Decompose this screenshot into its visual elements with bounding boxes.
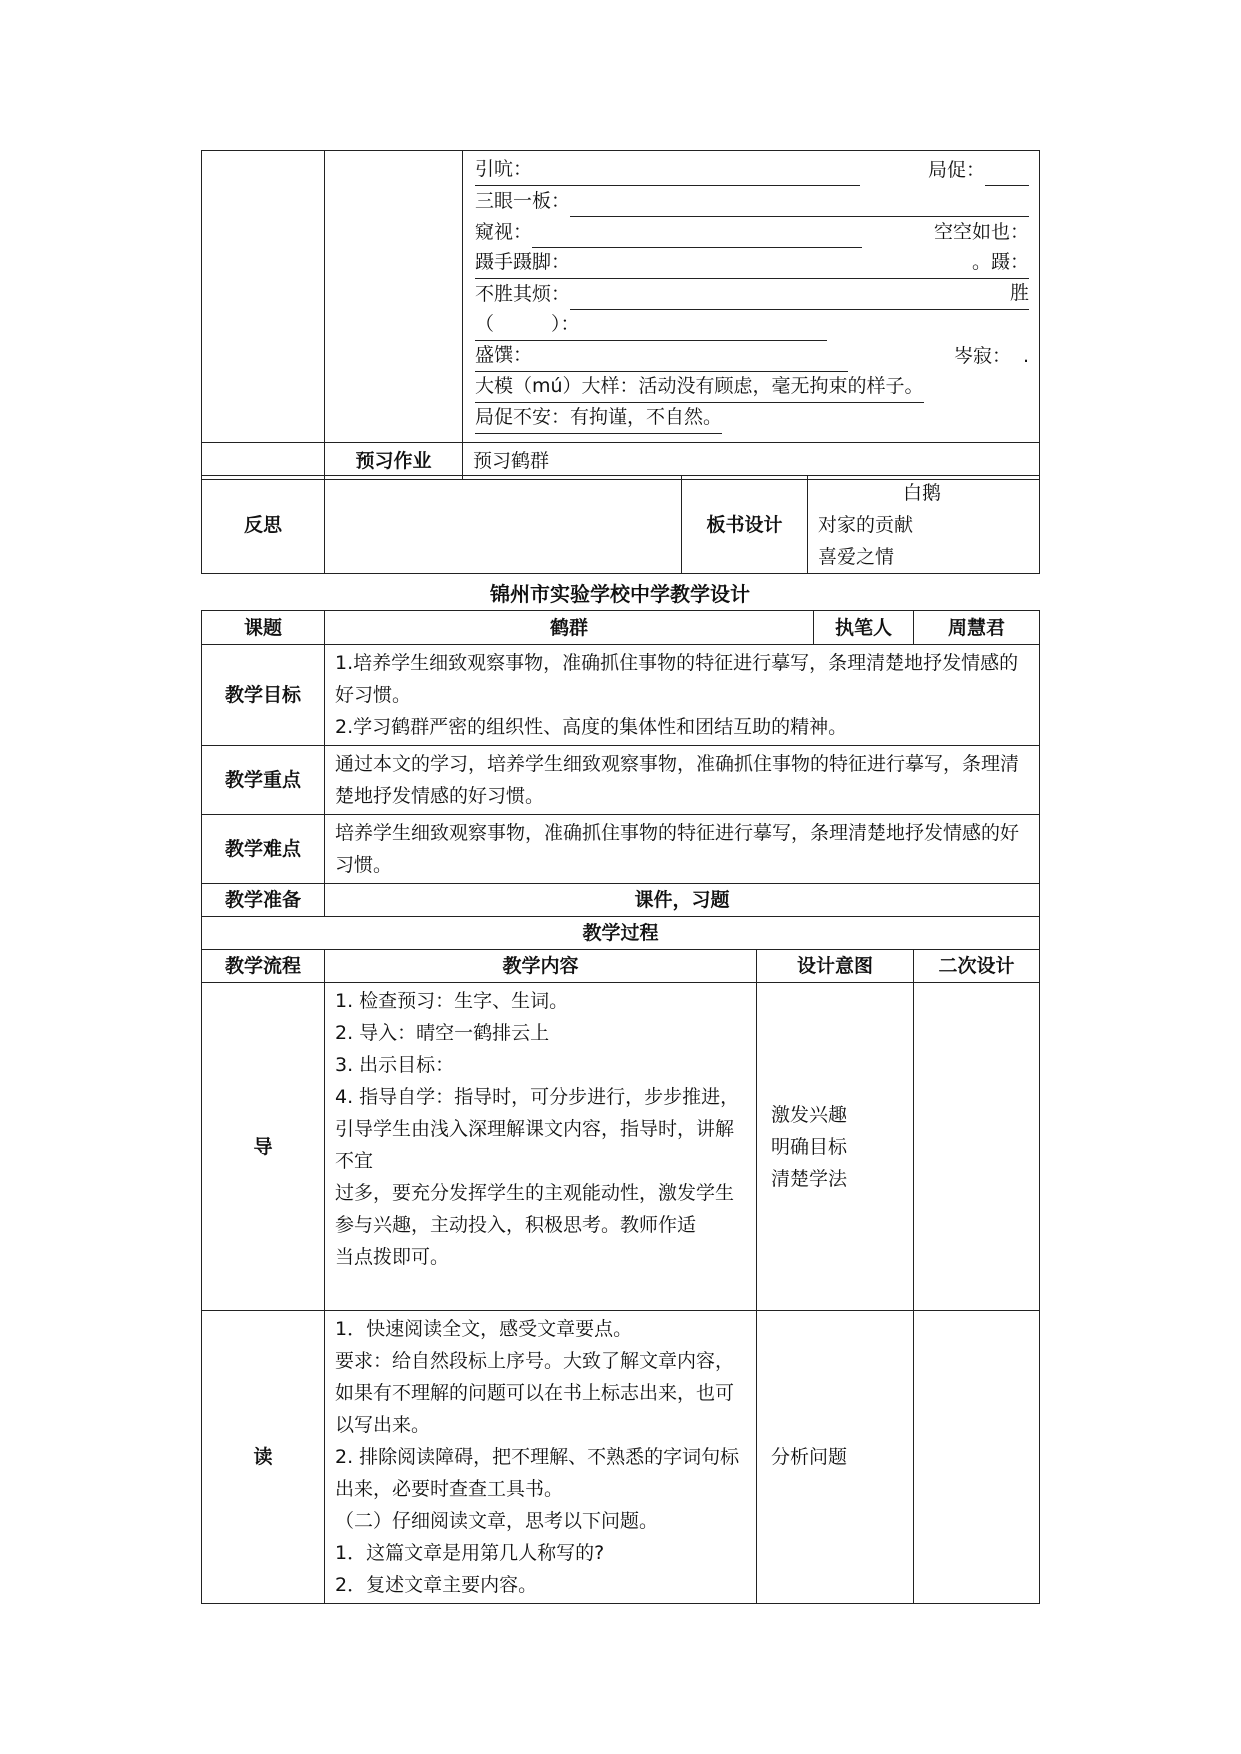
reflection-content xyxy=(325,476,682,574)
homework-label: 预习作业 xyxy=(325,443,463,480)
vocab-juzubuan: 局促不安：有拘谨，不自然。 xyxy=(475,401,722,434)
step-redesign xyxy=(914,983,1040,1311)
vocab-juzu: 局促： xyxy=(927,159,985,181)
empty-cell xyxy=(202,151,325,443)
header-intent: 设计意图 xyxy=(757,950,914,983)
board-line: 喜爱之情 xyxy=(818,545,895,568)
intent-line: 激发兴趣 xyxy=(771,1103,848,1126)
header-redesign: 二次设计 xyxy=(914,950,1040,983)
step-line: 4. 指导自学：指导时，可分步进行，步步推进，引导学生由浅入深理解课文内容，指导时，讲解不宜 xyxy=(335,1086,740,1172)
hard-content: 培养学生细致观察事物，准确抓住事物的特征进行摹写，条理清楚地抒发情感的好习惯。 xyxy=(325,815,1040,884)
step-content xyxy=(325,1311,757,1604)
vocab-row xyxy=(475,279,1029,310)
empty-cell xyxy=(202,443,325,480)
goal-item: 2.学习鹤群严密的组织性、高度的集体性和团结互助的精神。 xyxy=(335,716,848,738)
board-line: 白鹅 xyxy=(903,481,942,504)
step-line: 2. 排除阅读障碍，把不理解、不熟悉的字词句标出来，必要时查查工具书。 xyxy=(335,1446,740,1500)
key-content: 通过本文的学习，培养学生细致观察事物，准确抓住事物的特征进行摹写，条理清楚地抒发情感的好习惯。 xyxy=(325,746,1040,815)
continuation-table xyxy=(201,150,1040,480)
intent-line: 明确目标 xyxy=(771,1135,848,1158)
vocab-kongkong: 空空如也： xyxy=(933,221,1029,243)
step-redesign xyxy=(914,1311,1040,1604)
vocab-row xyxy=(475,403,1029,434)
vocab-nieshou: 蹑手蹑脚： xyxy=(475,251,571,273)
homework-value: 预习鹤群 xyxy=(463,443,1040,480)
vocab-shengzhuan: 盛馔： xyxy=(475,339,848,372)
empty-cell xyxy=(325,151,463,443)
intent-line: 清楚学法 xyxy=(771,1167,848,1190)
header-content: 教学内容 xyxy=(325,950,757,983)
key-label: 教学重点 xyxy=(202,746,325,815)
vocab-cell xyxy=(463,151,1040,443)
step-intent xyxy=(757,1311,914,1604)
vocab-row xyxy=(475,155,1029,186)
vocab-row xyxy=(475,248,1029,279)
step-name: 读 xyxy=(202,1311,325,1604)
prep-label: 教学准备 xyxy=(202,884,325,917)
step-line: 2．复述文章主要内容。 xyxy=(335,1574,538,1596)
step-line: 1．快速阅读全文，感受文章要点。 xyxy=(335,1318,633,1340)
goals-content xyxy=(325,645,1040,746)
step-line: （二）仔细阅读文章，思考以下问题。 xyxy=(335,1510,659,1532)
hard-label: 教学难点 xyxy=(202,815,325,884)
author-label: 执笔人 xyxy=(814,611,914,645)
vocab-cenji-end: . xyxy=(1022,345,1029,367)
vocab-sanyan: 三眼一板： xyxy=(475,190,571,212)
step-line: 1．这篇文章是用第几人称写的? xyxy=(335,1542,605,1564)
vocab-row xyxy=(475,217,1029,248)
process-title: 教学过程 xyxy=(202,917,1040,950)
vocab-busheng: 不胜其烦： xyxy=(475,283,571,305)
goals-label: 教学目标 xyxy=(202,645,325,746)
lesson-table xyxy=(201,610,1040,1604)
doc-title: 锦州市实验学校中学教学设计 xyxy=(490,582,750,606)
step-line: 3. 出示目标： xyxy=(335,1054,455,1076)
intent-line: 分析问题 xyxy=(771,1446,848,1468)
step-content xyxy=(325,983,757,1311)
vocab-sheng: 胜 xyxy=(1009,282,1029,304)
reflection-table xyxy=(201,475,1040,574)
topic-label: 课题 xyxy=(202,611,325,645)
vocab-damu: 大模（mú）大样：活动没有顾虑，毫无拘束的样子。 xyxy=(475,370,924,403)
vocab-kuishi: 窥视： xyxy=(475,221,533,243)
vocab-cenji: 岑寂： xyxy=(953,345,1011,367)
step-name: 导 xyxy=(202,983,325,1311)
board-line: 对家的贡献 xyxy=(818,513,914,536)
vocab-paren: （ ）： xyxy=(475,308,827,341)
board-design-content xyxy=(808,476,1040,574)
vocab-row xyxy=(475,341,1029,372)
author-value: 周慧君 xyxy=(914,611,1040,645)
step-line: 1. 检查预习：生字、生词。 xyxy=(335,990,569,1012)
step-intent xyxy=(757,983,914,1311)
reflection-label: 反思 xyxy=(202,476,325,574)
step-line: 2. 导入：晴空一鹤排云上 xyxy=(335,1022,550,1044)
topic-value: 鹤群 xyxy=(325,611,814,645)
prep-content: 课件，习题 xyxy=(325,884,1040,917)
vocab-row xyxy=(475,310,1029,341)
goal-item: 1.培养学生细致观察事物，准确抓住事物的特征进行摹写，条理清楚地抒发情感的好习惯。 xyxy=(335,652,1019,706)
step-line: 当点拨即可。 xyxy=(335,1246,450,1268)
header-flow: 教学流程 xyxy=(202,950,325,983)
vocab-nie-end: 。蹑： xyxy=(971,251,1029,273)
board-design-label: 板书设计 xyxy=(682,476,808,574)
vocab-row xyxy=(475,186,1029,217)
step-line: 过多，要充分发挥学生的主观能动性，激发学生参与兴趣，主动投入，积极思考。教师作适 xyxy=(335,1182,735,1236)
vocab-yinkang: 引吭： xyxy=(475,153,860,186)
vocab-row xyxy=(475,372,1029,403)
step-line: 要求：给自然段标上序号。大致了解文章内容，如果有不理解的问题可以在书上标志出来，也可以写出来。 xyxy=(335,1350,735,1436)
